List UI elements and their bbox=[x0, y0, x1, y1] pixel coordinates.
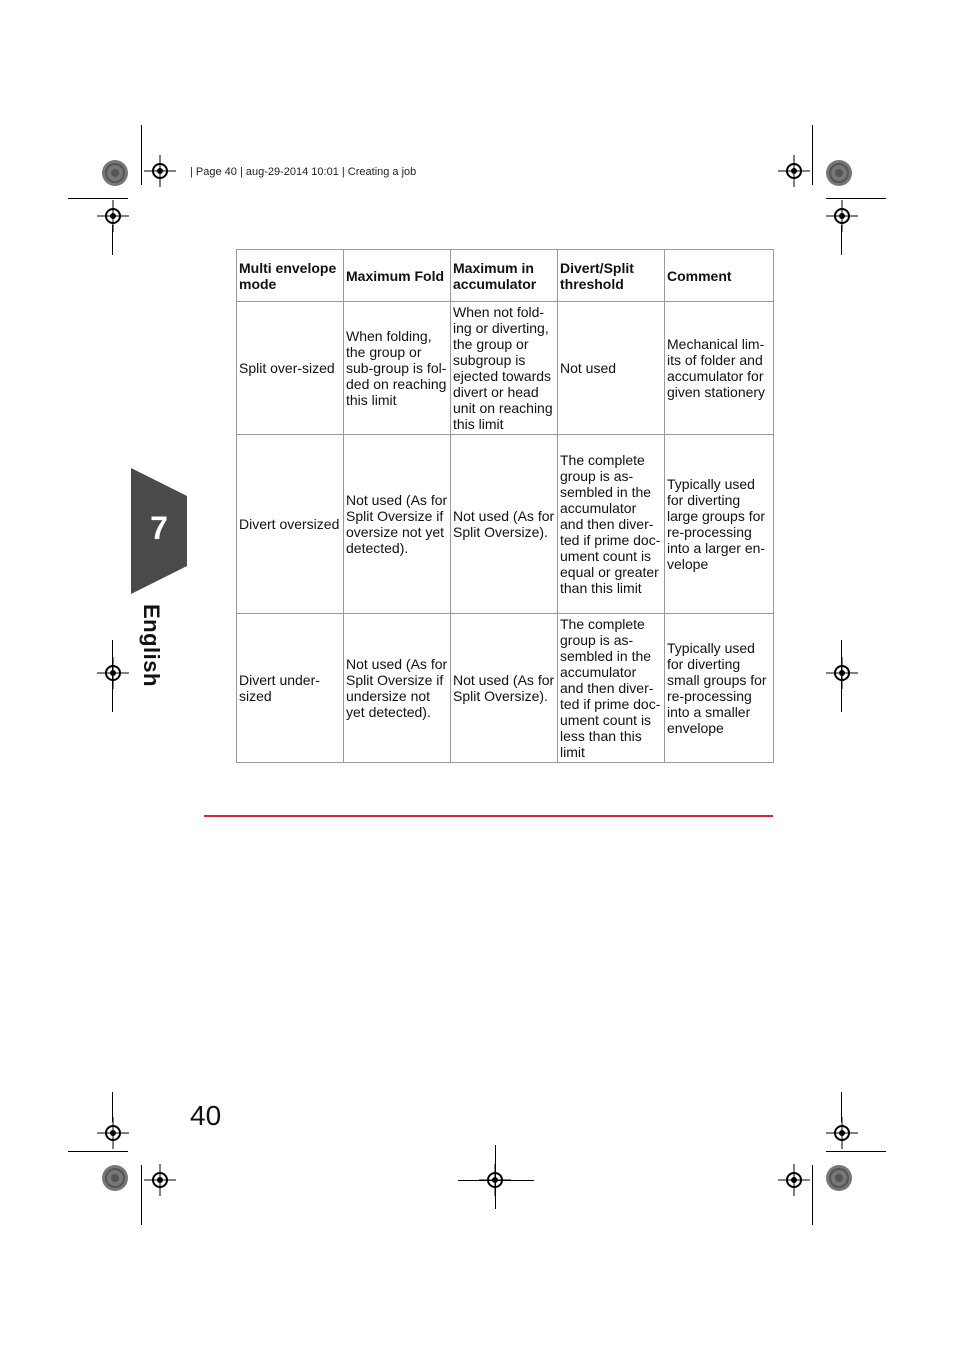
table-cell: Not used (As for Split Oversize if undersize not yet detected). bbox=[344, 614, 451, 763]
registration-mark-icon bbox=[824, 158, 854, 188]
column-header: Comment bbox=[665, 250, 774, 302]
crop-line bbox=[841, 225, 842, 255]
crosshair-icon bbox=[144, 155, 176, 187]
crop-line bbox=[841, 640, 842, 712]
table-cell: The complete group is as-sembled in the accumulator and then diver-ted if prime doc-ument count is equal or greater than this limit bbox=[558, 435, 665, 614]
table-cell: Typically used for diverting small groups for re-processing into a smaller envelope bbox=[665, 614, 774, 763]
crosshair-icon bbox=[826, 1117, 858, 1149]
page-number: 40 bbox=[190, 1100, 222, 1131]
column-header: Maximum Fold bbox=[344, 250, 451, 302]
table-cell: Typically used for diverting large groups for re-processing into a larger en-velope bbox=[665, 435, 774, 614]
table-cell: Divert under-sized bbox=[237, 614, 344, 763]
crop-line bbox=[812, 1165, 813, 1225]
crop-line bbox=[495, 1145, 496, 1209]
table-cell: Divert oversized bbox=[237, 435, 344, 614]
table-cell: When folding, the group or sub-group is fol-ded on reaching this limit bbox=[344, 302, 451, 435]
registration-mark-icon bbox=[100, 1163, 130, 1193]
table-row bbox=[237, 614, 774, 763]
table-row bbox=[237, 302, 774, 435]
crosshair-icon bbox=[826, 657, 858, 689]
crosshair-icon bbox=[826, 200, 858, 232]
registration-mark-icon bbox=[824, 1163, 854, 1193]
crop-line bbox=[112, 640, 113, 712]
crop-line bbox=[68, 198, 128, 199]
crop-line bbox=[458, 1180, 534, 1181]
column-header: Divert/Split threshold bbox=[558, 250, 665, 302]
table-row bbox=[237, 435, 774, 614]
crop-line bbox=[141, 1165, 142, 1225]
crop-line bbox=[68, 1151, 128, 1152]
crosshair-icon bbox=[97, 1117, 129, 1149]
crosshair-icon bbox=[144, 1164, 176, 1196]
section-divider bbox=[204, 815, 773, 817]
table-cell: Not used bbox=[558, 302, 665, 435]
crosshair-icon bbox=[97, 657, 129, 689]
running-header: | Page 40 | aug-29-2014 10:01 | Creating a job bbox=[190, 166, 417, 178]
crop-line bbox=[812, 125, 813, 185]
crop-line bbox=[826, 198, 886, 199]
table-cell: Mechanical lim-its of folder and accumulator for given stationery bbox=[665, 302, 774, 435]
crosshair-icon bbox=[97, 200, 129, 232]
registration-mark-icon bbox=[100, 158, 130, 188]
table-cell: When not fold-ing or diverting, the group or subgroup is ejected towards divert or head unit on reaching this limit bbox=[451, 302, 558, 435]
table-cell: The complete group is as-sembled in the accumulator and then diver-ted if prime doc-ument count is less than this limit bbox=[558, 614, 665, 763]
table-cell: Split over-sized bbox=[237, 302, 344, 435]
table-header-row bbox=[237, 250, 774, 302]
table-cell: Not used (As for Split Oversize if oversize not yet detected). bbox=[344, 435, 451, 614]
chapter-number: 7 bbox=[150, 510, 168, 546]
crop-line bbox=[826, 1151, 886, 1152]
crop-line bbox=[841, 1092, 842, 1122]
crop-line bbox=[112, 1092, 113, 1122]
crosshair-icon bbox=[778, 1164, 810, 1196]
table-cell: Not used (As for Split Oversize). bbox=[451, 614, 558, 763]
multi-envelope-table bbox=[236, 249, 774, 763]
crop-line bbox=[141, 125, 142, 185]
table-cell: Not used (As for Split Oversize). bbox=[451, 435, 558, 614]
column-header: Multi envelope mode bbox=[237, 250, 344, 302]
language-label: English bbox=[139, 604, 164, 687]
column-header: Maximum in accumulator bbox=[451, 250, 558, 302]
crosshair-icon bbox=[778, 155, 810, 187]
crop-line bbox=[112, 225, 113, 255]
